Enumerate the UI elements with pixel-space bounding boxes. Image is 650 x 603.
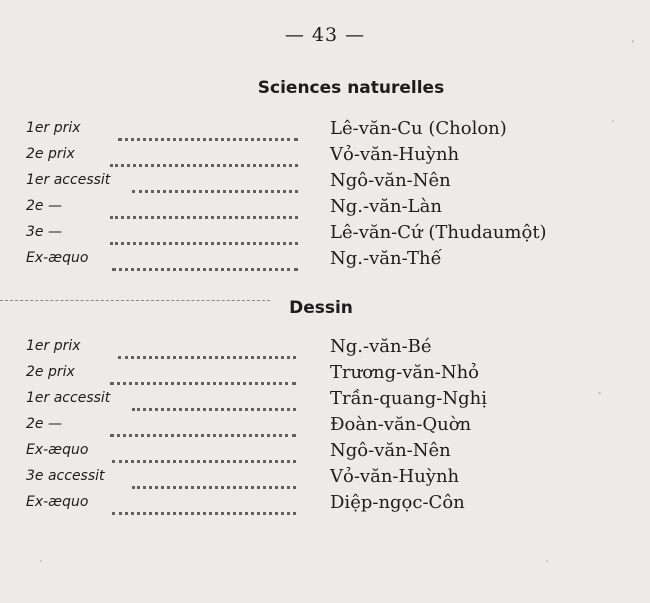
paper-speck [632,40,634,43]
student-name: Trương-văn-Nhỏ [330,362,479,383]
student-name: Ng.-văn-Làn [330,196,442,217]
section-title-dessin: Dessin [289,298,353,318]
award-label: 2e — [26,416,62,432]
award-label: 2e prix [26,364,75,380]
list-item [0,414,650,440]
award-label: 2e prix [26,146,75,162]
paper-speck [40,560,42,562]
dot-leader [132,388,296,411]
list-item [0,248,650,274]
award-label: Ex-æquo [26,442,89,458]
award-label: 1er prix [26,120,81,136]
list-item [0,170,650,196]
award-label: 1er prix [26,338,81,354]
dot-leader [110,222,298,245]
list-item [0,362,650,388]
list-item [0,144,650,170]
dot-leader [110,144,298,167]
dot-leader [118,118,298,141]
list-item [0,388,650,414]
page-number: — 43 — [284,24,366,46]
award-label: 1er accessit [26,172,111,188]
paper-speck [546,560,548,562]
student-name: Lê-văn-Cu (Cholon) [330,118,507,139]
dot-leader [132,170,298,193]
dot-leader [110,362,296,385]
student-name: Ng.-văn-Thế [330,248,442,269]
dot-leader [112,248,298,271]
award-label: 3e — [26,224,62,240]
section-title-sciences: Sciences naturelles [257,78,445,98]
dot-leader [112,440,296,463]
student-name: Trần-quang-Nghị [330,388,487,409]
student-name: Ngô-văn-Nên [330,440,451,461]
dot-leader [110,414,296,437]
list-item [0,336,650,362]
student-name: Diệp-ngọc-Côn [330,492,465,513]
list-item [0,466,650,492]
paper-speck [598,392,601,394]
award-label: Ex-æquo [26,494,89,510]
student-name: Ngô-văn-Nên [330,170,451,191]
student-name: Đoàn-văn-Quờn [330,414,472,435]
award-label: 2e — [26,198,62,214]
student-name: Ng.-văn-Bé [330,336,432,357]
list-item [0,196,650,222]
paper-speck [612,120,614,122]
list-item [0,222,650,248]
award-label: Ex-æquo [26,250,89,266]
list-item [0,440,650,466]
award-label: 1er accessit [26,390,111,406]
list-item [0,492,650,518]
student-name: Vỏ-văn-Huỳnh [330,144,460,165]
dot-leader [118,336,296,359]
list-item [0,118,650,144]
student-name: Lê-văn-Cứ (Thudaumột) [330,222,547,243]
dot-leader [132,466,296,489]
award-label: 3e accessit [26,468,105,484]
student-name: Vỏ-văn-Huỳnh [330,466,460,487]
dot-leader [112,492,296,515]
dot-leader [110,196,298,219]
